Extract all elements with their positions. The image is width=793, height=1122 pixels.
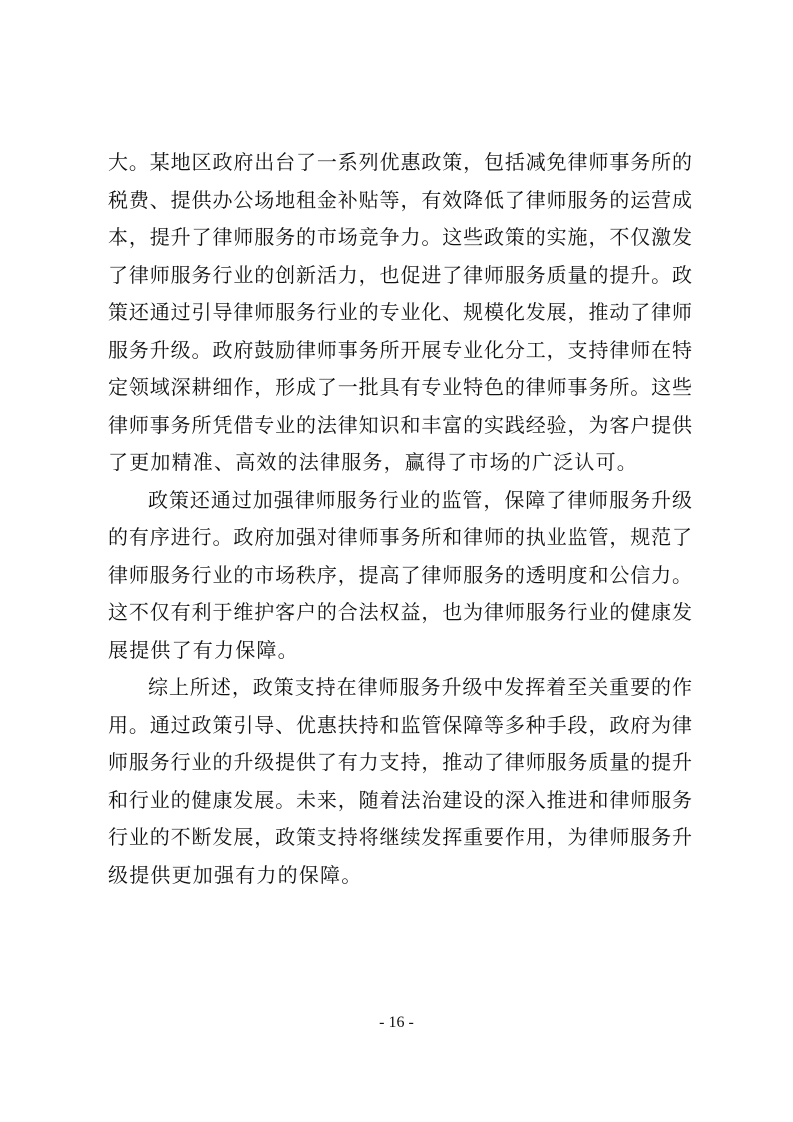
paragraph-line: 了律师服务行业的创新活力，也促进了律师服务质量的提升。政 [108,262,692,287]
paragraph-line: 政策还通过加强律师服务行业的监管，保障了律师服务升级 [148,487,692,512]
paragraph-line: 税费、提供办公场地租金补贴等，有效降低了律师服务的运营成 [108,187,692,212]
paragraph-line: 的有序进行。政府加强对律师事务所和律师的执业监管，规范了 [108,525,692,549]
paragraph-line: 和行业的健康发展。未来，随着法治建设的深入推进和律师服务 [108,787,692,812]
paragraph-line: 行业的不断发展，政策支持将继续发挥重要作用，为律师服务升 [108,825,692,849]
paragraph [108,144,692,482]
paragraph [108,669,692,894]
paragraph-line: 大。某地区政府出台了一系列优惠政策，包括减免律师事务所的 [108,150,692,174]
paragraph-line: 服务升级。政府鼓励律师事务所开展专业化分工，支持律师在特 [108,337,692,362]
paragraph-line: 策还通过引导律师服务行业的专业化、规模化发展，推动了律师 [108,300,692,324]
paragraph-line: 这不仅有利于维护客户的合法权益，也为律师服务行业的健康发 [108,600,692,624]
paragraph [108,482,692,670]
paragraph-line: 本，提升了律师服务的市场竞争力。这些政策的实施，不仅激发 [108,225,692,249]
paragraph-line: 级提供更加强有力的保障。 [108,862,363,887]
paragraph-line: 定领域深耕细作，形成了一批具有专业特色的律师事务所。这些 [108,375,692,399]
paragraph-line: 师服务行业的升级提供了有力支持，推动了律师服务质量的提升 [108,750,692,774]
paragraph-line: 用。通过政策引导、优惠扶持和监管保障等多种手段，政府为律 [108,712,692,737]
paragraph-line: 了更加精准、高效的法律服务，赢得了市场的广泛认可。 [108,450,638,474]
page-body [108,144,692,894]
paragraph-line: 综上所述，政策支持在律师服务升级中发挥着至关重要的作 [148,675,692,699]
page-number: - 16 - [379,1014,414,1031]
paragraph-line: 展提供了有力保障。 [108,637,299,662]
paragraph-line: 律师事务所凭借专业的法律知识和丰富的实践经验，为客户提供 [108,412,692,437]
paragraph-line: 律师服务行业的市场秩序，提高了律师服务的透明度和公信力。 [108,562,692,587]
